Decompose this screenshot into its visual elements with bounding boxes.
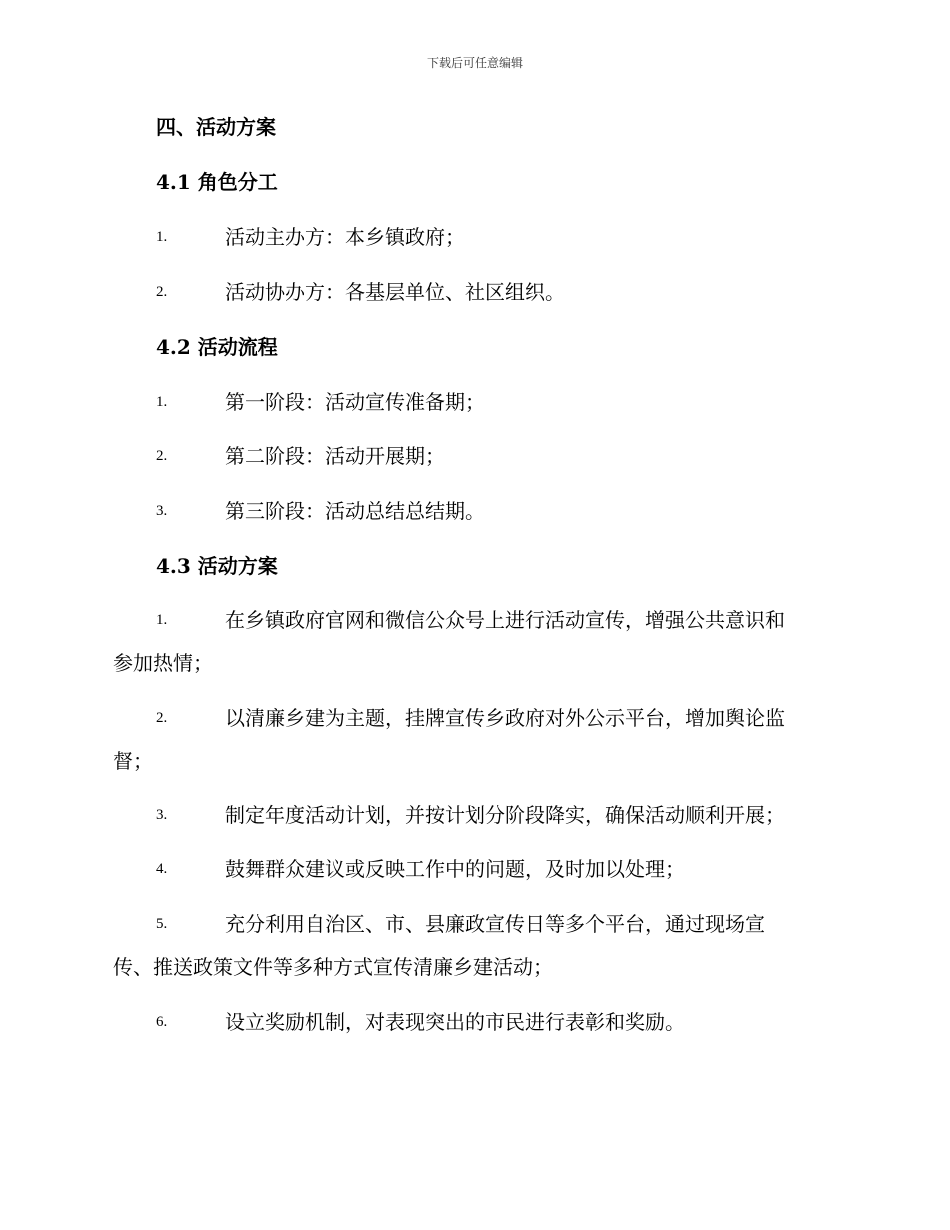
list-item-number: 1. xyxy=(156,612,168,628)
subsection-title-4-2: 4.2 活动流程 xyxy=(156,335,278,359)
list-item-number: 3. xyxy=(156,807,168,823)
list-item-text: 制定年度活动计划，并按计划分阶段降实，确保活动顺利开展； xyxy=(225,803,785,827)
list-item-text: 第三阶段：活动总结总结期。 xyxy=(225,499,485,523)
subsection-title-4-3: 4.3 活动方案 xyxy=(156,554,278,578)
list-item-number: 1. xyxy=(156,394,168,410)
list-item-text: 活动协办方：各基层单位、社区组织。 xyxy=(225,280,565,304)
section-title: 四、活动方案 xyxy=(156,115,276,139)
list-item-text: 以清廉乡建为主题，挂牌宣传乡政府对外公示平台，增加舆论监 xyxy=(225,706,785,730)
list-item-continuation: 督； xyxy=(113,749,153,773)
list-item-number: 2. xyxy=(156,448,168,464)
list-item-number: 1. xyxy=(156,229,168,245)
list-item-text: 第一阶段：活动宣传准备期； xyxy=(225,390,485,414)
list-item-number: 5. xyxy=(156,916,168,932)
list-item-number: 3. xyxy=(156,503,168,519)
header-note: 下载后可任意编辑 xyxy=(426,56,523,70)
list-item-number: 6. xyxy=(156,1014,168,1030)
subsection-title-4-1: 4.1 角色分工 xyxy=(156,170,278,194)
list-item-continuation: 传、推送政策文件等多种方式宣传清廉乡建活动； xyxy=(113,955,553,979)
list-item-text: 第二阶段：活动开展期； xyxy=(225,444,445,468)
list-item-number: 4. xyxy=(156,861,168,877)
list-item-text: 充分利用自治区、市、县廉政宣传日等多个平台，通过现场宣 xyxy=(225,912,765,936)
list-item-text: 活动主办方：本乡镇政府； xyxy=(225,225,465,249)
list-item-text: 设立奖励机制，对表现突出的市民进行表彰和奖励。 xyxy=(225,1010,685,1034)
list-item-number: 2. xyxy=(156,710,168,726)
list-item-text: 鼓舞群众建议或反映工作中的问题，及时加以处理； xyxy=(225,857,685,881)
list-item-text: 在乡镇政府官网和微信公众号上进行活动宣传，增强公共意识和 xyxy=(225,608,785,632)
list-item-continuation: 参加热情； xyxy=(113,651,213,675)
list-item-number: 2. xyxy=(156,284,168,300)
